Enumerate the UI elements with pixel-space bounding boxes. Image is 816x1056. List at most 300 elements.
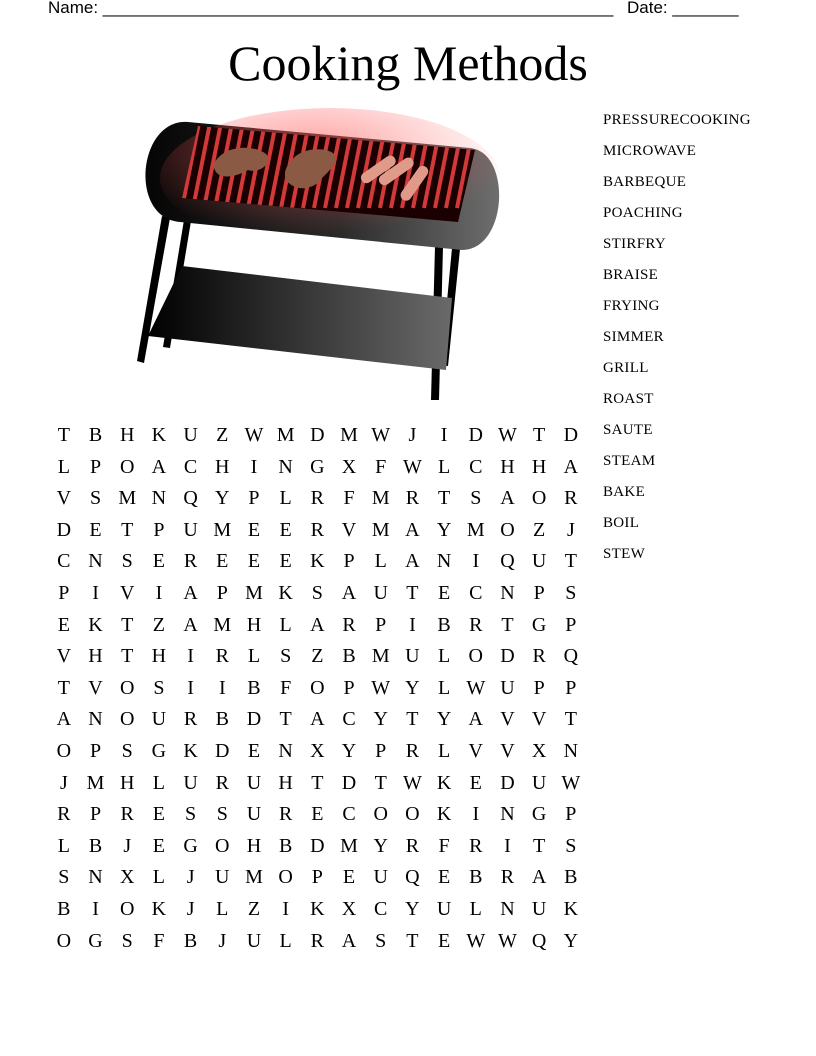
- grid-letter: B: [183, 929, 198, 952]
- grid-letter: Y: [373, 834, 388, 857]
- grid-letter: M: [118, 487, 137, 510]
- grid-letter: I: [92, 897, 99, 920]
- grid-letter: R: [120, 803, 134, 826]
- grid-letter: V: [56, 645, 72, 668]
- grid-letter: Q: [500, 550, 515, 573]
- grid-letter: W: [466, 676, 486, 699]
- grid-letter: P: [343, 550, 355, 573]
- grid-letter: E: [247, 739, 261, 762]
- grid-letter: C: [183, 455, 198, 478]
- grid-letter: M: [213, 518, 232, 541]
- grid-letter: S: [565, 581, 577, 604]
- grid-letter: N: [563, 739, 579, 762]
- grid-letter: Y: [436, 708, 452, 731]
- grid-letter: H: [119, 771, 135, 794]
- grid-letter: A: [56, 708, 72, 731]
- grid-letter: S: [375, 929, 387, 952]
- grid-letter: E: [152, 834, 166, 857]
- grid-letter: T: [533, 834, 546, 857]
- grid-letter: T: [121, 613, 134, 636]
- grid-letter: V: [88, 676, 103, 699]
- word-list-item: BAKE: [603, 484, 646, 500]
- grid-letter: J: [566, 518, 575, 541]
- grid-letter: Y: [405, 897, 420, 920]
- grid-letter: L: [469, 897, 482, 920]
- grid-letter: S: [153, 676, 165, 699]
- grid-letter: P: [89, 803, 102, 826]
- grid-letter: B: [564, 866, 578, 889]
- grid-letter: S: [216, 803, 228, 826]
- grid-letter: K: [278, 581, 293, 604]
- grid-letter: A: [310, 708, 325, 731]
- grid-letter: R: [405, 834, 420, 857]
- grid-letter: T: [57, 424, 70, 446]
- grid-letter: V: [56, 487, 72, 510]
- grid-letter: H: [151, 645, 167, 668]
- grid-letter: T: [121, 518, 134, 541]
- grid-letter: R: [183, 708, 198, 731]
- grid-letter: E: [247, 518, 261, 541]
- grid-letter: O: [215, 834, 230, 857]
- grid-letter: P: [58, 581, 70, 604]
- grid-letter: S: [121, 739, 133, 762]
- grid-letter: C: [342, 803, 356, 826]
- grid-letter: J: [218, 929, 227, 952]
- date-field-label: Date: _______: [627, 0, 739, 17]
- grid-letter: J: [408, 424, 417, 446]
- grid-letter: W: [371, 424, 391, 446]
- grid-letter: N: [88, 708, 103, 731]
- grid-letter: E: [311, 803, 324, 826]
- grid-letter: E: [152, 803, 166, 826]
- grid-letter: I: [282, 897, 289, 920]
- grid-letter: I: [250, 455, 258, 478]
- grid-letter: O: [531, 487, 547, 510]
- grid-letter: T: [374, 771, 387, 794]
- name-field-label: Name: ______________________________________________________: [48, 0, 614, 17]
- grid-row: [48, 799, 587, 831]
- grid-letter: S: [280, 645, 292, 668]
- word-list-item: ROAST: [603, 391, 654, 407]
- grid-letter: I: [472, 803, 480, 826]
- grid-row: [48, 736, 587, 768]
- grid-letter: S: [185, 803, 197, 826]
- grid-letter: X: [531, 739, 547, 762]
- grid-letter: E: [57, 613, 70, 636]
- grid-letter: P: [533, 676, 545, 699]
- grid-letter: O: [56, 739, 72, 762]
- grid-letter: U: [531, 550, 547, 573]
- grid-letter: F: [343, 487, 355, 510]
- grid-letter: D: [310, 424, 325, 446]
- grid-letter: I: [440, 424, 448, 446]
- grid-letter: W: [498, 424, 517, 446]
- grid-letter: D: [215, 739, 230, 762]
- grid-letter: N: [278, 739, 293, 762]
- grid-letter: K: [310, 550, 325, 573]
- grid-letter: O: [310, 676, 325, 699]
- grid-row: [48, 452, 587, 484]
- grid-letter: U: [531, 771, 547, 794]
- grid-letter: H: [531, 455, 547, 478]
- grid-letter: R: [500, 866, 515, 889]
- grid-letter: K: [151, 424, 167, 446]
- grid-letter: V: [468, 739, 483, 762]
- grid-letter: U: [246, 803, 262, 826]
- grid-letter: Z: [533, 518, 546, 541]
- grid-letter: H: [246, 613, 262, 636]
- grid-letter: E: [279, 518, 292, 541]
- grid-letter: R: [57, 803, 71, 826]
- grid-letter: Y: [405, 676, 420, 699]
- grid-letter: H: [278, 771, 293, 794]
- grid-row: [48, 641, 587, 673]
- word-list-item: GRILL: [603, 360, 649, 376]
- grid-letter: P: [343, 676, 355, 699]
- grid-letter: U: [183, 518, 198, 541]
- grid-letter: N: [436, 550, 452, 573]
- grid-letter: M: [371, 518, 390, 541]
- grid-letter: A: [341, 581, 357, 604]
- grid-letter: I: [409, 613, 416, 636]
- grid-row: [48, 515, 587, 547]
- barbecue-grill-icon: [130, 108, 510, 408]
- grid-letter: R: [310, 518, 325, 541]
- word-list-item: POACHING: [603, 205, 683, 221]
- grid-letter: U: [183, 424, 198, 446]
- word-list-item: MICROWAVE: [603, 143, 697, 159]
- grid-letter: B: [57, 897, 71, 920]
- grid-letter: A: [341, 929, 357, 952]
- grid-letter: F: [153, 929, 165, 952]
- grid-letter: M: [213, 613, 232, 636]
- grid-letter: H: [119, 424, 135, 446]
- grid-letter: Y: [436, 518, 452, 541]
- grid-row: [48, 546, 587, 578]
- grid-letter: Z: [216, 424, 229, 446]
- grid-letter: O: [119, 455, 135, 478]
- grid-letter: W: [402, 771, 422, 794]
- grid-letter: D: [468, 424, 483, 446]
- grid-letter: A: [151, 455, 167, 478]
- grid-letter: G: [183, 834, 198, 857]
- grid-letter: V: [531, 708, 547, 731]
- grid-letter: R: [469, 834, 483, 857]
- grid-letter: D: [310, 834, 325, 857]
- grid-letter: X: [119, 866, 135, 889]
- grid-letter: M: [371, 645, 390, 668]
- grid-letter: C: [469, 581, 483, 604]
- grid-letter: M: [86, 771, 105, 794]
- grid-letter: X: [341, 897, 357, 920]
- grid-letter: S: [58, 866, 70, 889]
- grid-letter: C: [374, 897, 388, 920]
- grid-letter: U: [500, 676, 515, 699]
- grid-letter: W: [244, 424, 264, 446]
- word-list-item: STEAM: [603, 453, 656, 469]
- grid-letter: K: [88, 613, 103, 636]
- letter-grid: [48, 420, 587, 957]
- grid-letter: T: [564, 550, 577, 573]
- grid-letter: H: [246, 834, 262, 857]
- grid-letter: J: [59, 771, 68, 794]
- grid-row: [48, 673, 587, 705]
- grid-letter: R: [278, 803, 293, 826]
- grid-row: [48, 483, 587, 515]
- grid-letter: E: [279, 550, 292, 573]
- grid-letter: J: [123, 834, 132, 857]
- grid-letter: U: [246, 929, 262, 952]
- grid-letter: V: [500, 739, 515, 762]
- grid-row: [48, 831, 587, 863]
- grid-letter: C: [342, 708, 356, 731]
- grid-letter: I: [187, 676, 194, 699]
- grid-letter: P: [216, 581, 228, 604]
- grid-letter: L: [437, 645, 451, 668]
- grid-letter: O: [119, 676, 135, 699]
- grid-letter: T: [437, 487, 451, 510]
- grid-letter: L: [152, 866, 166, 889]
- grid-letter: L: [152, 771, 166, 794]
- grid-letter: A: [531, 866, 547, 889]
- grid-letter: O: [500, 518, 515, 541]
- grid-letter: N: [151, 487, 167, 510]
- grid-letter: U: [373, 581, 388, 604]
- grid-letter: P: [565, 676, 577, 699]
- grid-letter: M: [340, 424, 358, 446]
- grid-letter: V: [341, 518, 357, 541]
- grid-letter: D: [563, 424, 579, 446]
- grid-letter: O: [373, 803, 388, 826]
- grid-row: [48, 894, 587, 926]
- grid-letter: R: [405, 739, 420, 762]
- grid-letter: W: [466, 929, 486, 952]
- grid-letter: G: [531, 613, 547, 636]
- grid-letter: T: [279, 708, 292, 731]
- grid-letter: P: [153, 518, 165, 541]
- grid-letter: S: [311, 581, 323, 604]
- grid-letter: Y: [341, 739, 357, 762]
- grid-letter: U: [405, 645, 420, 668]
- grid-letter: B: [215, 708, 229, 731]
- grid-letter: E: [469, 771, 482, 794]
- word-list-item: STIRFRY: [603, 236, 666, 252]
- grid-letter: D: [500, 645, 515, 668]
- grid-letter: P: [565, 803, 577, 826]
- grid-letter: R: [564, 487, 578, 510]
- grid-letter: S: [565, 834, 577, 857]
- grid-letter: L: [437, 455, 451, 478]
- grid-letter: P: [89, 455, 102, 478]
- grid-letter: E: [247, 550, 261, 573]
- grid-letter: W: [561, 771, 581, 794]
- grid-letter: W: [402, 455, 422, 478]
- grid-letter: M: [245, 866, 263, 889]
- grid-letter: D: [56, 518, 72, 541]
- grid-letter: W: [371, 676, 391, 699]
- grid-letter: T: [406, 708, 419, 731]
- grid-letter: K: [436, 803, 452, 826]
- grid-letter: A: [500, 487, 515, 510]
- grid-letter: U: [531, 897, 547, 920]
- grid-letter: J: [186, 866, 195, 889]
- grid-letter: R: [215, 771, 229, 794]
- grid-letter: L: [57, 455, 70, 478]
- grid-letter: V: [500, 708, 515, 731]
- grid-letter: S: [470, 487, 482, 510]
- grid-letter: F: [438, 834, 450, 857]
- grid-letter: J: [186, 897, 195, 920]
- grid-letter: O: [278, 866, 293, 889]
- grid-letter: P: [375, 613, 387, 636]
- word-list-item: BOIL: [603, 515, 640, 531]
- word-list-item: SIMMER: [603, 329, 664, 345]
- grid-letter: M: [371, 487, 390, 510]
- grid-letter: P: [533, 581, 545, 604]
- grid-letter: Q: [183, 487, 198, 510]
- grid-letter: E: [437, 929, 451, 952]
- grid-letter: H: [500, 455, 515, 478]
- grid-letter: Q: [405, 866, 420, 889]
- grid-letter: I: [472, 550, 480, 573]
- grid-letter: A: [405, 550, 420, 573]
- grid-letter: O: [468, 645, 483, 668]
- grid-row: [48, 926, 587, 958]
- grid-letter: L: [279, 487, 292, 510]
- grid-letter: L: [374, 550, 387, 573]
- grid-letter: B: [278, 834, 293, 857]
- grid-letter: T: [533, 424, 546, 446]
- grid-row: [48, 768, 587, 800]
- grid-letter: N: [500, 803, 515, 826]
- grid-letter: B: [342, 645, 356, 668]
- word-list-item: FRYING: [603, 298, 660, 314]
- grid-letter: K: [183, 739, 198, 762]
- grid-letter: U: [215, 866, 230, 889]
- grid-letter: I: [155, 581, 163, 604]
- grid-letter: L: [437, 739, 451, 762]
- grid-letter: C: [469, 455, 483, 478]
- grid-letter: E: [437, 866, 451, 889]
- grid-letter: A: [183, 581, 198, 604]
- grid-letter: Q: [563, 645, 579, 668]
- grid-letter: E: [152, 550, 166, 573]
- grid-letter: S: [89, 487, 102, 510]
- grid-letter: L: [216, 897, 229, 920]
- grid-letter: F: [375, 455, 387, 478]
- grid-letter: L: [279, 613, 292, 636]
- word-list-item: STEW: [603, 546, 646, 562]
- grid-letter: R: [310, 487, 325, 510]
- grid-letter: M: [276, 424, 295, 446]
- grid-letter: R: [342, 613, 356, 636]
- grid-letter: P: [565, 613, 577, 636]
- grid-letter: N: [278, 455, 293, 478]
- grid-letter: O: [56, 929, 72, 952]
- grid-letter: K: [436, 771, 452, 794]
- grid-letter: S: [121, 550, 133, 573]
- grid-row: [48, 420, 587, 452]
- grid-letter: U: [436, 897, 452, 920]
- grid-letter: T: [501, 613, 514, 636]
- grid-letter: G: [531, 803, 547, 826]
- page-title: Cooking Methods: [228, 35, 588, 91]
- grid-letter: H: [215, 455, 230, 478]
- grid-letter: B: [247, 676, 261, 699]
- grid-letter: P: [89, 739, 102, 762]
- grid-letter: B: [88, 834, 103, 857]
- grid-letter: B: [469, 866, 483, 889]
- grid-letter: Y: [215, 487, 230, 510]
- grid-letter: Z: [247, 897, 261, 920]
- grid-letter: P: [248, 487, 260, 510]
- grid-letter: V: [119, 581, 135, 604]
- grid-row: [48, 862, 587, 894]
- grid-letter: Y: [373, 708, 388, 731]
- grid-letter: A: [310, 613, 325, 636]
- grid-letter: G: [88, 929, 103, 952]
- grid-letter: M: [340, 834, 358, 857]
- grid-letter: I: [504, 834, 511, 857]
- grid-letter: G: [310, 455, 325, 478]
- grid-letter: L: [437, 676, 451, 699]
- grid-letter: Y: [563, 929, 579, 952]
- grid-letter: B: [437, 613, 451, 636]
- grid-letter: K: [310, 897, 325, 920]
- grid-letter: H: [88, 645, 103, 668]
- grid-letter: I: [92, 581, 99, 604]
- grid-letter: Q: [531, 929, 547, 952]
- grid-letter: O: [119, 897, 135, 920]
- grid-letter: R: [405, 487, 420, 510]
- grid-letter: A: [563, 455, 579, 478]
- grid-letter: O: [405, 803, 420, 826]
- word-list-item: BARBEQUE: [603, 174, 687, 190]
- grid-letter: K: [563, 897, 579, 920]
- grid-letter: O: [119, 708, 135, 731]
- grid-letter: E: [437, 581, 451, 604]
- grid-letter: R: [310, 929, 325, 952]
- grid-letter: T: [57, 676, 70, 699]
- grid-letter: I: [187, 645, 194, 668]
- grid-letter: D: [341, 771, 357, 794]
- grid-letter: L: [57, 834, 70, 857]
- grid-letter: T: [406, 581, 419, 604]
- word-list-item: PRESSURECOOKING: [603, 112, 751, 128]
- grid-letter: N: [88, 550, 103, 573]
- grid-letter: T: [564, 708, 577, 731]
- word-list: [603, 110, 751, 575]
- grid-letter: U: [151, 708, 167, 731]
- grid-letter: S: [121, 929, 133, 952]
- grid-letter: P: [375, 739, 387, 762]
- grid-letter: N: [500, 897, 515, 920]
- grid-letter: R: [469, 613, 483, 636]
- grid-letter: W: [498, 929, 517, 952]
- grid-letter: N: [88, 866, 103, 889]
- grid-letter: E: [216, 550, 229, 573]
- grid-letter: A: [468, 708, 483, 731]
- grid-letter: Z: [311, 645, 324, 668]
- grid-letter: M: [466, 518, 485, 541]
- grid-letter: R: [183, 550, 198, 573]
- grid-row: [48, 610, 587, 642]
- grid-letter: E: [342, 866, 356, 889]
- grid-letter: A: [405, 518, 420, 541]
- grid-letter: P: [311, 866, 323, 889]
- grid-letter: M: [245, 581, 263, 604]
- grid-letter: D: [500, 771, 515, 794]
